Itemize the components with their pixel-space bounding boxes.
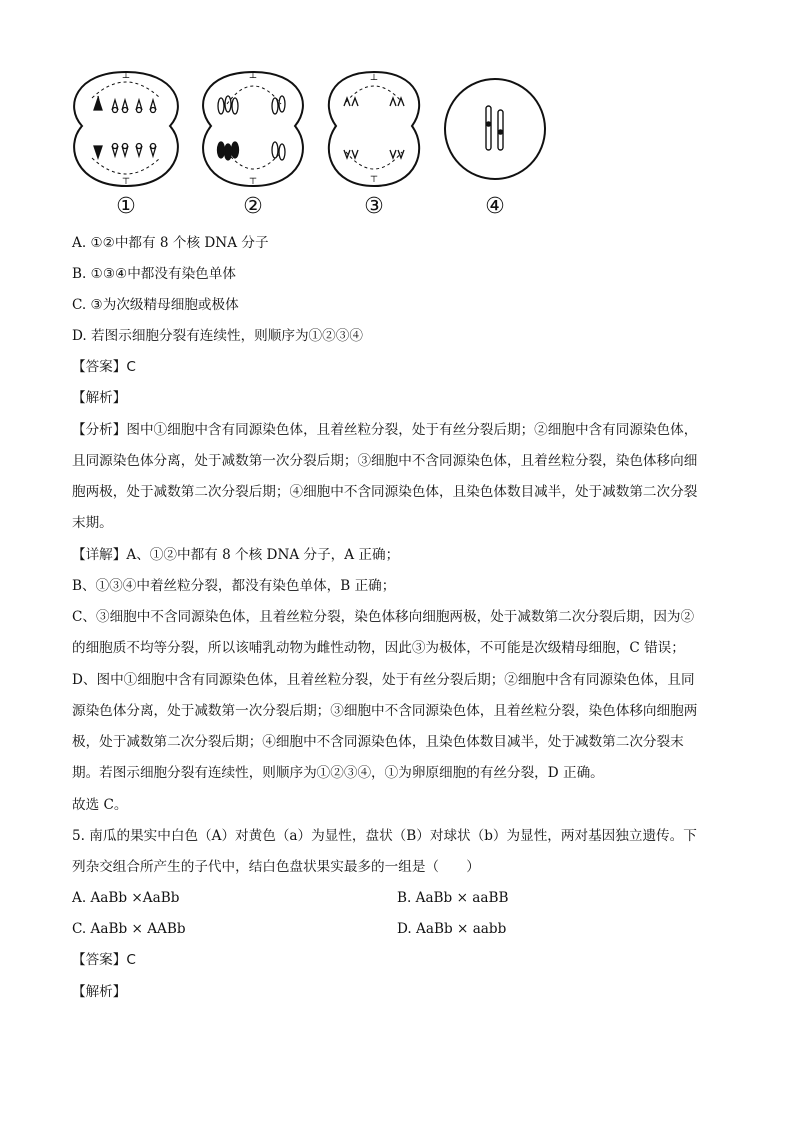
q4-xiangjie-line-6: 源染色体分离，处于减数第一次分裂后期；③细胞中不含同源染色体，且着丝粒分裂，染色体移向细胞两: [72, 703, 698, 719]
q5-option-d: D. AaBb × aabb: [397, 921, 507, 937]
q4-xiangjie-line-7: 极，处于减数第二次分裂后期；④细胞中不含同源染色体，且染色体数目减半，处于减数第二次分裂末: [72, 734, 684, 750]
cell-1-label: ①: [116, 194, 136, 219]
q4-xiangjie-line-1: 【详解】A、①②中都有 8 个核 DNA 分子，A 正确；: [72, 547, 400, 563]
q5-option-c: C. AaBb × AABb: [72, 921, 186, 937]
q4-analysis-header: 【解析】: [72, 390, 127, 406]
q4-conclusion: 故选 C。: [72, 797, 128, 813]
q4-option-d: D. 若图示细胞分裂有连续性，则顺序为①②③④: [72, 328, 363, 344]
q4-xiangjie-line-4: 的细胞质不均等分裂，所以该哺乳动物为雌性动物，因此③为极体，不可能是次级精母细胞，C 错误；: [72, 640, 685, 656]
svg-text:⊤: ⊤: [248, 177, 258, 187]
q4-fenxi-line-2: 且同源染色体分离，处于减数第一次分裂后期；③细胞中不含同源染色体，且着丝粒分裂，染色体移向细: [72, 453, 698, 469]
q4-xiangjie-line-2: B、①③④中着丝粒分裂，都没有染色单体，B 正确；: [72, 578, 396, 594]
q4-xiangjie-line-8: 期。若图示细胞分裂有连续性，则顺序为①②③④，①为卵原细胞的有丝分裂，D 正确。: [72, 765, 604, 781]
q5-option-b: B. AaBb × aaBB: [397, 890, 509, 906]
q5-stem-line-2: 列杂交组合所产生的子代中，结白色盘状果实最多的一组是（ ）: [72, 859, 480, 875]
cell-division-figure: [60, 68, 560, 228]
q5-answer: 【答案】C: [72, 952, 136, 968]
q5-stem-line-1: 5. 南瓜的果实中白色（A）对黄色（a）为显性，盘状（B）对球状（b）为显性，两对基因独立遗传。下: [72, 828, 697, 844]
cell-2-label: ②: [243, 194, 263, 219]
q4-xiangjie-line-5: D、图中①细胞中含有同源染色体，且着丝粒分裂，处于有丝分裂后期；②细胞中含有同源染色体，且同: [72, 672, 695, 688]
cell-4-label: ④: [485, 194, 505, 219]
svg-text:⊥: ⊥: [248, 71, 258, 81]
cell-1-diagram: [70, 68, 182, 190]
q5-option-a: A. AaBb ×AaBb: [72, 890, 180, 906]
svg-text:⊤: ⊤: [369, 175, 379, 185]
q4-fenxi-line-4: 末期。: [72, 515, 113, 531]
cell-2-diagram: [197, 68, 309, 190]
q4-answer: 【答案】C: [72, 359, 136, 375]
svg-text:⊤: ⊤: [121, 177, 131, 187]
q4-fenxi-line-1: 【分析】图中①细胞中含有同源染色体，且着丝粒分裂，处于有丝分裂后期；②细胞中含有同源染色体，: [72, 422, 698, 438]
cell-3-diagram: [324, 68, 424, 190]
cell-4-diagram: [442, 76, 548, 182]
cell-3-label: ③: [364, 194, 384, 219]
q4-option-b: B. ①③④中都没有染色单体: [72, 266, 236, 282]
q4-fenxi-line-3: 胞两极，处于减数第二次分裂后期；④细胞中不含同源染色体，且染色体数目减半，处于减数第二次分裂: [72, 484, 698, 500]
q5-analysis-header: 【解析】: [72, 984, 127, 1000]
svg-text:⊥: ⊥: [121, 71, 131, 81]
q4-option-a: A. ①②中都有 8 个核 DNA 分子: [72, 235, 269, 251]
svg-text:⊥: ⊥: [369, 73, 379, 83]
q4-xiangjie-line-3: C、③细胞中不含同源染色体，且着丝粒分裂，染色体移向细胞两极，处于减数第二次分裂后期，因为②: [72, 609, 695, 625]
q4-option-c: C. ③为次级精母细胞或极体: [72, 297, 239, 313]
